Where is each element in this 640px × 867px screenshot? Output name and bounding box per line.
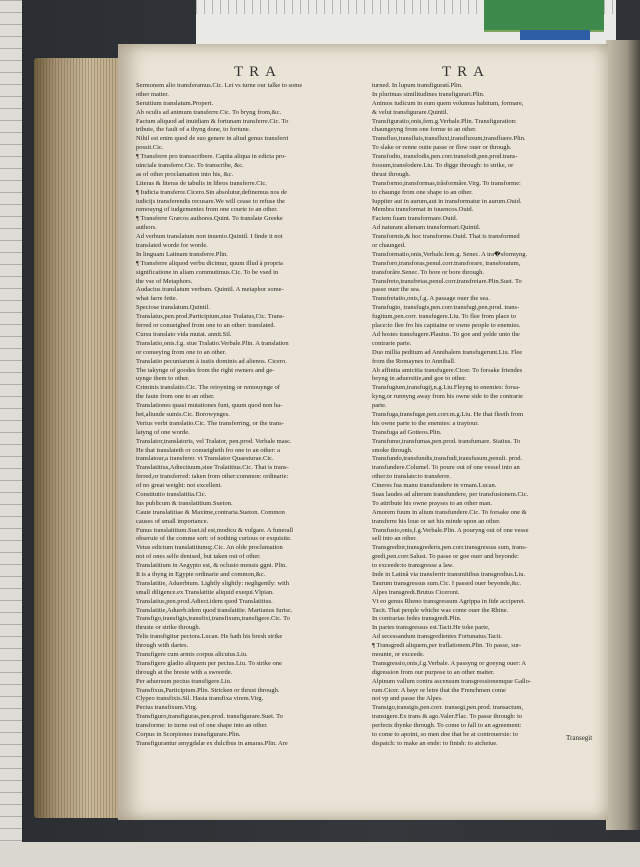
left-column-line: ¶ Transferre Græcos authores.Quint. To translate Greeke xyxy=(136,215,283,223)
left-column-line: small diligence.ex Translatitie aliquid exequi.Vlpian. xyxy=(136,588,274,596)
left-column-line: Verius verbi translatio.Cic. The transferring, or the trans- xyxy=(136,419,284,427)
left-column-line: Transfigurantur amygdalæ ex dulcibus in amaras.Plin. Are xyxy=(136,739,288,747)
book-edge-texture xyxy=(34,58,126,818)
right-column-line: kyng,or runnyng away from his owne side to the contrarie xyxy=(372,393,523,401)
right-column-line: Transigo,transigis,pen.corr. transegi,pen.prod. transactum, xyxy=(372,704,524,712)
right-column-line: perfects thynke through. To come to fall to an agreement: xyxy=(372,722,522,730)
right-column-line: Taurum transgressus sum.Cic. I passed ouer beyonde,&c. xyxy=(372,579,522,587)
left-column-line: Translatus,pen.prod.Participium,siue Tralatus,Cic. Trans- xyxy=(136,313,285,321)
right-column-line: Transfiguratio,onis,fem.g.Verbale.Plin. Transfiguration: xyxy=(372,117,517,125)
left-column-line: Speciose translatum.Quintil. xyxy=(136,304,210,312)
left-column-line: of no great weight: not excellent. xyxy=(136,482,222,490)
right-column-line: Vt eo genus Rheno transgressum Agrippa in fide acciperet. xyxy=(372,597,526,605)
left-column-line: Transfigere gladio aliquem per pectus.Liu. To strike one xyxy=(136,659,282,667)
left-column-line: ¶ Transferre aliquod verbu dicimur, quum illud à propria xyxy=(136,259,283,267)
right-column-line: Duo millia peditum ad Annibalem transfugerunt.Liu. Flee xyxy=(372,348,523,356)
right-column-line: fugitum,pen.corr. transfugere.Liu. To flee from place to xyxy=(372,313,516,321)
left-column-line: causes of small importance. xyxy=(136,517,209,525)
right-column-line: ¶ Transgredi aliquem,per traflationem.Plin. To passe, sur- xyxy=(372,642,522,650)
right-column-line: Transfundo,transfundis,transfudi,transfusum,penult. prod. xyxy=(372,455,523,463)
right-column-line: to come to apoint, so men doe that be at controuersie: to xyxy=(372,731,518,739)
right-column-line: Transgressio,onis,f.g.Verbale. A passyng or goeyng ouer: A xyxy=(372,659,527,667)
left-column-line: Cursu translato vida mutat. annit.Sil. xyxy=(136,330,232,338)
left-column-line: significatione in aliam commutimus.Cic. To be vsed in xyxy=(136,268,279,276)
right-column-line: chaungeyng from one forme to an other. xyxy=(372,126,477,134)
left-column-line: ¶ Iudicia transferre.Cicero.Sin absolutur,definemus nos de xyxy=(136,188,288,196)
left-column-line: tribute, the fault of a thyng done, to fortune. xyxy=(136,126,251,134)
right-column-line: not vp and passe the Alpes. xyxy=(372,695,443,703)
left-column-line: obseruie of the comme sort: of nothing curious or exquisite. xyxy=(136,535,292,543)
left-column-line: Telis transfigitur pectora.Lucan. He hath his bresh strike xyxy=(136,633,283,641)
left-column-line: through at the breste with a swoorde. xyxy=(136,668,233,676)
left-text-column xyxy=(136,82,358,749)
right-column-line: transferre his loue or set his minde upon an other. xyxy=(372,517,501,525)
left-column-line: ferred or conueighed from one to an other: translated. xyxy=(136,322,276,330)
left-column-line: Translatitie, Aduerbium. Lightly slightly: negligently: with xyxy=(136,579,290,587)
right-text-column xyxy=(372,82,598,749)
right-column-line: passe ouer the sea. xyxy=(372,286,421,294)
right-column-line: Transfusio,onis,f.g.Verbale.Plin. A pouryng out of one vesse xyxy=(372,526,529,534)
right-column-line: Transfugium,transfugij,n.g.Liu.Fleyng to enemies: forsa- xyxy=(372,384,521,392)
right-column-line: Cineres fua manu transfundere in vrnam.Lucan. xyxy=(372,482,497,490)
right-column-line: In contrarias fedes transgredi.Plin. xyxy=(372,615,462,623)
right-column-line: or chaunged. xyxy=(372,242,406,250)
right-column-line: thrust through. xyxy=(372,170,411,178)
left-column-line: Criminis translatio.Cic. The reioyning or remouynge of xyxy=(136,384,280,392)
right-column-line: Transfuga,transfugæ,pen.corr.m.g.Liu. He that fleeth from xyxy=(372,410,524,418)
left-column-line: He that translateth or conueigheth fro one to an other: a xyxy=(136,446,281,454)
right-column-line: Transfreto,transfretas,penul.corr.transfretare.Plin.Suet. To xyxy=(372,277,522,285)
left-column-line: through with dartes. xyxy=(136,642,189,650)
color-calibration-green xyxy=(484,0,604,32)
right-column-line: smoke through. xyxy=(372,446,413,454)
left-column-line: other matter. xyxy=(136,90,169,98)
left-column-line: Factum aliquod ad inuidiam & fortunam transferre.Cic. To xyxy=(136,117,289,125)
right-column-line: Transfodio, transfodis,pen.corr.transfodi,pen.prod.trans- xyxy=(372,153,518,161)
right-column-line: Transfluo,transfluis,transfluxi,transfluxum,transfluere.Plin. xyxy=(372,135,526,143)
left-column-line: remouyng of iudgementes from one courte to an other. xyxy=(136,206,278,214)
right-column-line: Transfretatio,onis,f.g. A passage ouer the sea. xyxy=(372,295,490,303)
left-column-line: what farre fette. xyxy=(136,295,178,303)
right-column-line: Alpes transgredi.Brutus Ciceroni. xyxy=(372,588,460,596)
right-column-line: transforâre.Senec. To bore or bore through. xyxy=(372,268,485,276)
left-column-line: Transfigere cum armis corpus alicuius.Liu. xyxy=(136,651,248,658)
right-column-line: Transgredior,transgrederis,pen.corr.transgressus sum, trans- xyxy=(372,544,527,552)
right-column-line: parte. xyxy=(372,402,387,410)
right-column-line: gredi,pen.corr.Salust. To passe or goe ouer and beyonde: xyxy=(372,553,519,561)
left-column-line: as of other proclamation into his, &c. xyxy=(136,170,234,178)
left-column-line: latyng of one worde. xyxy=(136,428,190,436)
right-column-line: To slake or renne ouite passe or flow ouer or through. xyxy=(372,144,512,152)
left-column-line: Translator,translatoris, vel Tralator, pen.prod. Verbale masc. xyxy=(136,437,292,445)
left-column-line: Ius publicum & translatitium.Sueton. xyxy=(136,499,233,507)
left-column-line: Translatio pecuniarum à iustis dominis ad alienos. Cicero. xyxy=(136,357,287,365)
right-column-line: place:to flee fro his capitaine or owne people to enemies. xyxy=(372,322,521,330)
right-column-line: Ab affinita amicitia transfugere.Cicer. To forsake friendes xyxy=(372,366,523,374)
left-column-line: Seruitium translatum.Propert. xyxy=(136,99,214,107)
catchword: Transegit xyxy=(566,734,593,742)
left-column-line: Translatitium in Aegypto est, & oclusio mensis ggni. Plin. xyxy=(136,562,287,570)
right-column-line: In partes transgressus est.Tacit.He toke parte, xyxy=(372,624,490,632)
left-column-line: translatour,a transferer. vt Translator Quaesturae.Cic. xyxy=(136,455,274,463)
left-column-line: Funus translatitium.Suet.id est,modicu & vulgare. A funerall xyxy=(136,526,294,534)
right-column-line: to exceede:to transgresse a law. xyxy=(372,562,454,570)
left-column-line: Translatius,pen.prod.Adiect.idem quod Translatitius. xyxy=(136,597,273,605)
left-column-line: Clypeo transfixis.Sil. Hasta transfixa virem.Virg. xyxy=(136,695,264,703)
left-ruler-marks xyxy=(0,0,22,867)
left-column-line: transforme: to turne out of one shape into an other. xyxy=(136,722,268,730)
right-column-line: from the Romaynes to Anniball. xyxy=(372,357,456,365)
right-column-line: Inde in Latinâ via transferrir transmitibus transgredius.Liu. xyxy=(372,570,526,578)
left-column-line: translated worde for worde. xyxy=(136,242,208,250)
right-column-line: Animos iudicum in eum quem volumus habitum, formare, xyxy=(372,99,524,107)
left-column-line: possit.Cic. xyxy=(136,144,164,152)
right-column-line: Amorem fuum in alium transfundere.Cic. To forsake one & xyxy=(372,508,527,516)
left-column-line: The takynge of goodes from the right owners and ge- xyxy=(136,366,275,374)
right-column-line: Transformis,& hoc transforme.Ouid. That is transformed xyxy=(372,233,520,241)
book-fore-edge xyxy=(34,58,126,818)
right-column-line: Transformo,transformas,trâsformâre.Virg. To transforme: xyxy=(372,179,521,187)
running-head-left: TRA xyxy=(234,64,282,80)
left-column-line: Ab oculis ad animum transferre.Cic. To bryng from,&c. xyxy=(136,108,282,116)
left-column-line: uynge them to other. xyxy=(136,375,190,383)
right-column-line: turned. In lupum transfiguratí.Plin. xyxy=(372,82,463,89)
left-ruler xyxy=(0,0,22,867)
left-column-line: authors. xyxy=(136,224,157,232)
right-column-line: Transfuga ad Gotteos.Plin. xyxy=(372,428,442,436)
right-column-line: Ad secessandum transgredientes Fortunatus.Tacit. xyxy=(372,633,503,641)
left-column-line: or conueying from one to an other. xyxy=(136,348,227,356)
right-column-line: Alpinum vallum contra ascensum transgressionemque Gallo- xyxy=(372,677,532,685)
right-column-line: transfundere.Columel. To poure out of one vessel into an xyxy=(372,464,520,472)
left-column-line: bet,aliunde sumis.Cic. Borowynges. xyxy=(136,410,230,418)
left-column-line: Transfiguro,transfiguras,pen.prod. transfigurare.Suet. To xyxy=(136,713,283,721)
right-column-line: Faciem fuam transformare.Ouid. xyxy=(372,215,458,223)
bottom-ruler xyxy=(0,842,640,867)
left-column-line: Pectus transfixum.Virg. xyxy=(136,704,198,712)
left-column-line: Translationes quasi mutationes funt, quum quod non ha- xyxy=(136,402,283,410)
left-column-line: In linguam Latinam transferre.Plin. xyxy=(136,250,228,258)
right-column-line: To attribute his owne prayses to an other man. xyxy=(372,499,492,507)
right-column-line: Suas laudes ad alterum transfundere, per transfusionem.Cic. xyxy=(372,490,529,498)
left-column-line: Caute translatitiae & Maxime,contraria.Sueton. Common xyxy=(136,508,285,516)
left-column-line: ¶ Transferre pro transscribere. Capita aliqua in edicta pro- xyxy=(136,153,287,161)
left-column-line: not of ones selfe denised, but taken out of other. xyxy=(136,553,261,561)
right-column-line: Iuppiter aut in aurum,aut in transformatur in aurum.Ouid. xyxy=(372,197,522,205)
right-column-line: dispatch: to make an ende: to finish: to atcheiue. xyxy=(372,739,498,747)
left-column-line: Corpus in Scorpiones transfigurare.Plin. xyxy=(136,731,241,739)
right-column-line: Transfugio, transfugis,pen.corr.transfugi,pen.prod. trans- xyxy=(372,304,520,312)
color-calibration-blue xyxy=(520,30,590,40)
right-column-line: mounte, or exceede. xyxy=(372,651,425,658)
right-column-line: digression from our purpose to an other matter. xyxy=(372,668,495,676)
right-column-line: sell into an other. xyxy=(372,535,417,543)
next-page-edge xyxy=(606,40,640,830)
left-column-line: Audacius translatum verbum. Quintil. A metaphor some- xyxy=(136,286,284,294)
right-column-line: & velut transfigurare.Quintil. xyxy=(372,108,449,116)
left-column-line: uinciale transferre.Cic. To transcribe, &c. xyxy=(136,162,244,170)
right-column-line: In plurimas similitudines transfigurari.Plin. xyxy=(372,90,485,98)
right-column-line: Transformatio,onis,Verbale.fem.g. Senec. A tra�sformyng. xyxy=(372,250,528,258)
right-column-line: rum.Cicer. A bayr or letre that the Frenchmen come xyxy=(372,686,506,694)
running-head-right: TRA xyxy=(442,64,490,80)
right-column-line: fossum,transfodere.Liu. To digge through: to strike, or xyxy=(372,162,514,170)
right-column-line: Ad hostes transfugere.Plautus. To goe and yelde unto the xyxy=(372,330,520,338)
right-column-line: beyng in aduersitie,and goe to other. xyxy=(372,375,467,383)
right-column-line: Ad naturam alienam transformari.Quintil. xyxy=(372,224,481,232)
left-column-line: Nihil est enim quod de suo genere in aliud genus transferri xyxy=(136,135,289,143)
left-column-line: the vse of Metaphors. xyxy=(136,277,193,285)
left-column-line: thruste or strike through. xyxy=(136,624,201,632)
right-column-line: his owne parte to the enemies: a traytour. xyxy=(372,419,479,427)
right-column-line: Membra transformat in iuuencos.Ouid. xyxy=(372,206,474,214)
right-column-line: other:to translate:to transferre. xyxy=(372,473,451,481)
left-column-line: ferred,or transferred: taken from other:common: ordinarie: xyxy=(136,473,289,481)
left-column-line: Transfixus,Participium.Plin. Stricken or thrust through. xyxy=(136,686,280,694)
left-column-line: It is a thyng in Egypte ordinarie and common,&c. xyxy=(136,570,266,578)
left-column-line: Translatitius,Adiectiuum,siue Tralatitius.Cic. That is trans- xyxy=(136,464,289,472)
right-column-line: Transforo,transforas,penul.corr.transforare, transforatum, xyxy=(372,259,521,267)
left-column-line: Sermonem alio transferamus.Cic. Let vs turne our talke to some xyxy=(136,82,303,89)
right-column-line: Tacit. That people whiche was come ouer the Rhine. xyxy=(372,606,509,614)
left-column-line: the faute from one to an other. xyxy=(136,393,215,401)
right-column-line: transigere.Ex trans & ago.Valer.Flac. To passe through: to xyxy=(372,713,523,721)
right-column-line: Transfumo,transfumas,pen.prod. transfumare. Statius. To xyxy=(372,437,521,445)
left-column-line: Ad verbum translatum non inuenio.Quintil. I finde it not xyxy=(136,233,283,241)
left-column-line: Vetus edictum translatitiumq;.Cic. An olde proclamation xyxy=(136,544,283,552)
left-column-line: Per aduersum pectus transfigere.Liu. xyxy=(136,677,232,685)
right-column-line: to chaunge from one shape to an other. xyxy=(372,188,473,196)
right-column-line: contrarie parte. xyxy=(372,339,412,347)
left-column-line: Translatio,onis.f.g. siue Tralatio.Verbale.Plin. A translation xyxy=(136,339,289,347)
left-column-line: Transfigo,transfigis,transfixi,transfixum,transfigere.Cic. To xyxy=(136,615,290,623)
left-column-line: iudicijs transferendis recusare.We will cease to refuse the xyxy=(136,197,285,205)
left-column-line: Constitutio translatitia.Cic. xyxy=(136,490,207,498)
left-column-line: Translatitie,Aduerb.idem quod translatitie. Martianus Iurisc. xyxy=(136,606,293,614)
left-column-line: Literas & literas de tabulis in libros transferre.Cic. xyxy=(136,179,267,187)
